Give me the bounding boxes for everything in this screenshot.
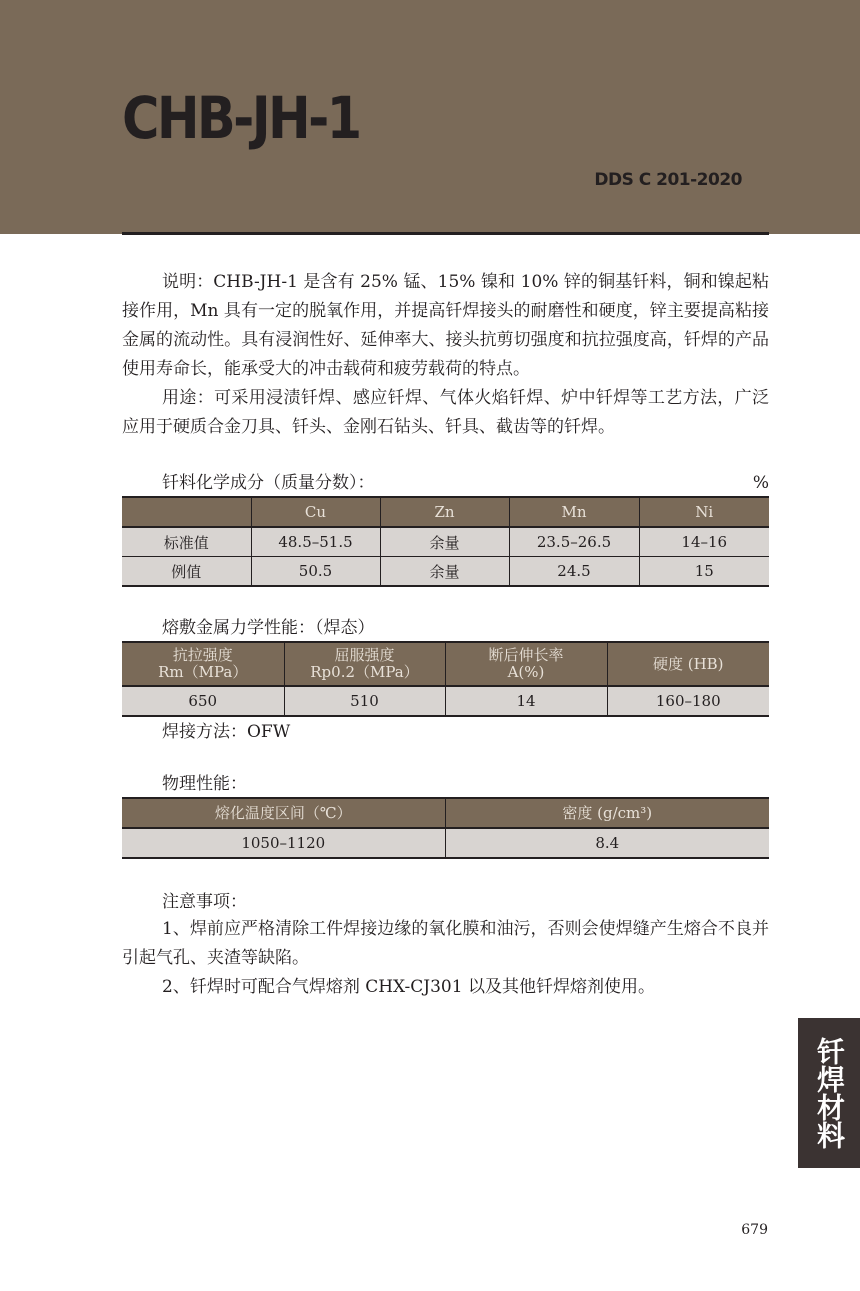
mechanical-table	[122, 641, 769, 717]
section-side-tab: 钎焊材料	[798, 1018, 860, 1168]
usage-text: 可采用浸渍钎焊、感应钎焊、气体火焰钎焊、炉中钎焊等工艺方法，广泛应用于硬质合金刀具、钎头、金刚石钻头、钎具、截齿等的钎焊。	[122, 388, 770, 437]
table-cell: 14	[445, 686, 607, 716]
usage-label: 用途：	[162, 388, 215, 408]
table-header-cell: 密度 (g/cm³)	[445, 798, 769, 828]
page-number: 679	[741, 1222, 768, 1238]
welding-method-label: 焊接方法：	[162, 722, 247, 742]
table-header-cell: 熔化温度区间（℃）	[122, 798, 445, 828]
table-cell: 余量	[380, 527, 509, 557]
table-cell: 23.5–26.5	[509, 527, 639, 557]
table-header-row	[122, 798, 769, 828]
table-header-cell: Mn	[509, 497, 639, 527]
header-line: Rp0.2（MPa）	[310, 663, 419, 681]
usage-paragraph	[122, 384, 769, 442]
table-cell: 50.5	[251, 557, 380, 587]
table-header-cell	[122, 497, 251, 527]
table-header-cell	[122, 642, 284, 686]
table-header-cell: Zn	[380, 497, 509, 527]
mechanical-heading	[122, 615, 769, 641]
header-line: 抗拉强度	[172, 646, 233, 664]
header-divider	[122, 232, 769, 235]
table-header-cell: Cu	[251, 497, 380, 527]
chemistry-heading-text: 钎料化学成分（质量分数）：	[162, 473, 375, 493]
main-content	[122, 268, 769, 1002]
physical-heading: 物理性能：	[162, 774, 247, 794]
table-cell: 160–180	[607, 686, 769, 716]
table-header-cell: Ni	[639, 497, 769, 527]
table-header-cell	[607, 642, 769, 686]
table-cell: 余量	[380, 557, 509, 587]
table-cell: 例值	[122, 557, 251, 587]
header-line: A(%)	[507, 663, 545, 681]
table-row	[122, 686, 769, 716]
list-item: 2、钎焊时可配合气焊熔剂 CHX-CJ301 以及其他钎焊熔剂使用。	[162, 977, 655, 997]
chemistry-unit: %	[752, 473, 769, 493]
table-row	[122, 527, 769, 557]
chemistry-table	[122, 496, 769, 587]
table-cell: 8.4	[445, 828, 769, 858]
welding-method-value: OFW	[247, 722, 291, 742]
welding-method	[122, 717, 769, 747]
list-item: 1、焊前应严格清除工件焊接边缘的氧化膜和油污，否则会使焊缝产生熔合不良并引起气孔、夹渣等缺陷。	[122, 919, 769, 968]
table-cell: 1050–1120	[122, 828, 445, 858]
table-cell: 650	[122, 686, 284, 716]
standard-code: DDS C 201-2020	[594, 170, 742, 190]
header-line: 断后伸长率	[488, 646, 564, 664]
notes-heading: 注意事项：	[162, 892, 247, 912]
table-header-row	[122, 642, 769, 686]
chemistry-heading	[122, 470, 769, 496]
mechanical-heading-text: 熔敷金属力学性能：	[162, 618, 315, 638]
table-cell: 标准值	[122, 527, 251, 557]
table-header-cell	[284, 642, 445, 686]
table-cell: 48.5–51.5	[251, 527, 380, 557]
table-header-cell	[445, 642, 607, 686]
table-cell: 15	[639, 557, 769, 587]
mechanical-note: （焊态）	[315, 618, 375, 638]
description-paragraph	[122, 268, 769, 384]
header-line: 屈服强度	[334, 646, 395, 664]
table-row	[122, 828, 769, 858]
description-label: 说明：	[162, 272, 214, 292]
physical-table	[122, 797, 769, 859]
table-cell: 24.5	[509, 557, 639, 587]
header-banner	[0, 0, 860, 234]
table-row	[122, 557, 769, 587]
header-line: Rm（MPa）	[158, 663, 248, 681]
table-header-row	[122, 497, 769, 527]
header-line: 硬度 (HB)	[652, 654, 724, 673]
product-title: CHB-JH-1	[122, 84, 360, 152]
description-text: CHB-JH-1 是含有 25% 锰、15% 镍和 10% 锌的铜基钎料，铜和镍起粘接作用，Mn 具有一定的脱氧作用，并提高钎焊接头的耐磨性和硬度，锌主要提高粘接金属的流动性。具有浸润性好、延伸率大、接头抗剪切强度和抗拉强度高，钎焊的产品使用寿命长，能承受大的冲击载荷和疲劳载荷的特点。	[122, 272, 769, 379]
table-cell: 14–16	[639, 527, 769, 557]
table-cell: 510	[284, 686, 445, 716]
